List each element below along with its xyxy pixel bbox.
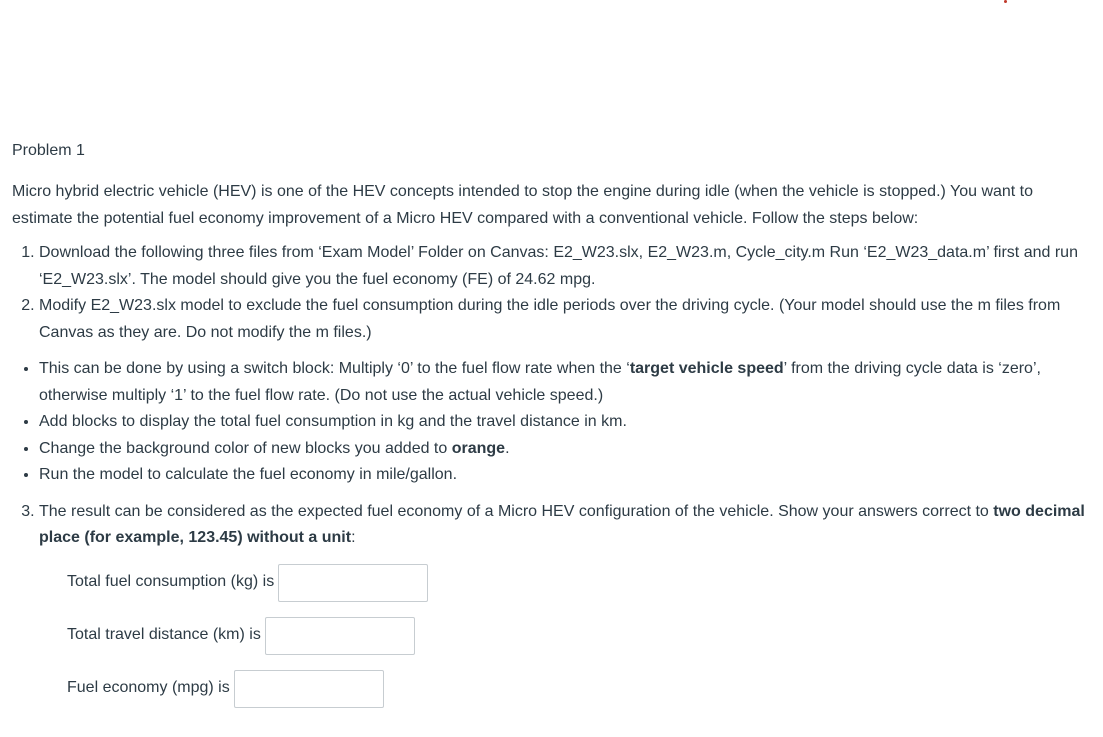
answer-item-fuel-economy [67, 668, 1092, 721]
step-3-text-b: : [351, 529, 356, 546]
problem-content [12, 138, 1092, 721]
bullet-3-text-a: Change the background color of new blocks you added to [39, 439, 452, 457]
problem-intro: Micro hybrid electric vehicle (HEV) is one of the HEV concepts intended to stop the engine during idle (when the vehicle is stopped.) You want to estimate the potential fuel economy improvement of a Micro HEV compared with a conventional vehicle. Follow the steps below: [12, 183, 1034, 227]
answer-label-fuel-economy: Fuel economy (mpg) is [67, 679, 230, 697]
bullet-background-color [39, 436, 1092, 463]
step-1: 1. Download the following three files from ‘Exam Model’ Folder on Canvas: E2_W23.slx, E2_W23.m, Cycle_city.m Run ‘E2_W23_data.m’ first and run ‘E2_W23.slx’. The model should give you the fuel economy (FE) of 24.62 mpg. [39, 240, 1092, 293]
steps-list [12, 240, 1092, 346]
bullet-1-text-a: This can be done by using a switch block: Multiply ‘0’ to the fuel flow rate when the ‘ [39, 360, 630, 377]
step-2: 2. Modify E2_W23.slx model to exclude the fuel consumption during the idle periods over the driving cycle. (Your model should use the m files from Canvas as they are. Do not modify the m files.) [39, 293, 1092, 346]
step-3-bold: two decimal place (for example, 123.45) without a unit [39, 502, 1085, 546]
step-3 [39, 499, 1092, 721]
bullet-1-bold: target vehicle speed [629, 360, 784, 377]
answer-item-fuel-consumption [67, 562, 1092, 615]
bullet-3-text-b: . [505, 439, 510, 457]
red-dot-mark [1004, 0, 1007, 3]
modification-bullets [12, 356, 1092, 489]
bullet-add-blocks: • Add blocks to display the total fuel consumption in kg and the travel distance in km. [39, 409, 1092, 436]
answer-label-travel-distance: Total travel distance (km) is [67, 626, 261, 644]
fuel-economy-input[interactable] [234, 670, 384, 708]
problem-title: Problem 1 [12, 142, 85, 159]
bullet-run-model: • Run the model to calculate the fuel economy in mile/gallon. [39, 462, 1092, 489]
fuel-consumption-input[interactable] [278, 564, 428, 602]
bullet-3-bold: orange [451, 439, 506, 457]
step-3-text-a: The result can be considered as the expected fuel economy of a Micro HEV configuration of the vehicle. Show your answers correct to [39, 502, 994, 520]
answer-list [39, 562, 1092, 721]
answer-item-travel-distance [67, 615, 1092, 668]
bullet-1-text-b: ’ from the driving cycle data is ‘zero’, otherwise multiply ‘1’ to the fuel flow rate. (Do not use the actual vehicle speed.) [39, 360, 1041, 404]
travel-distance-input[interactable] [265, 617, 415, 655]
answer-label-fuel-consumption: Total fuel consumption (kg) is [67, 573, 275, 591]
steps-list-continued [12, 499, 1092, 721]
bullet-switch-block [39, 356, 1092, 409]
